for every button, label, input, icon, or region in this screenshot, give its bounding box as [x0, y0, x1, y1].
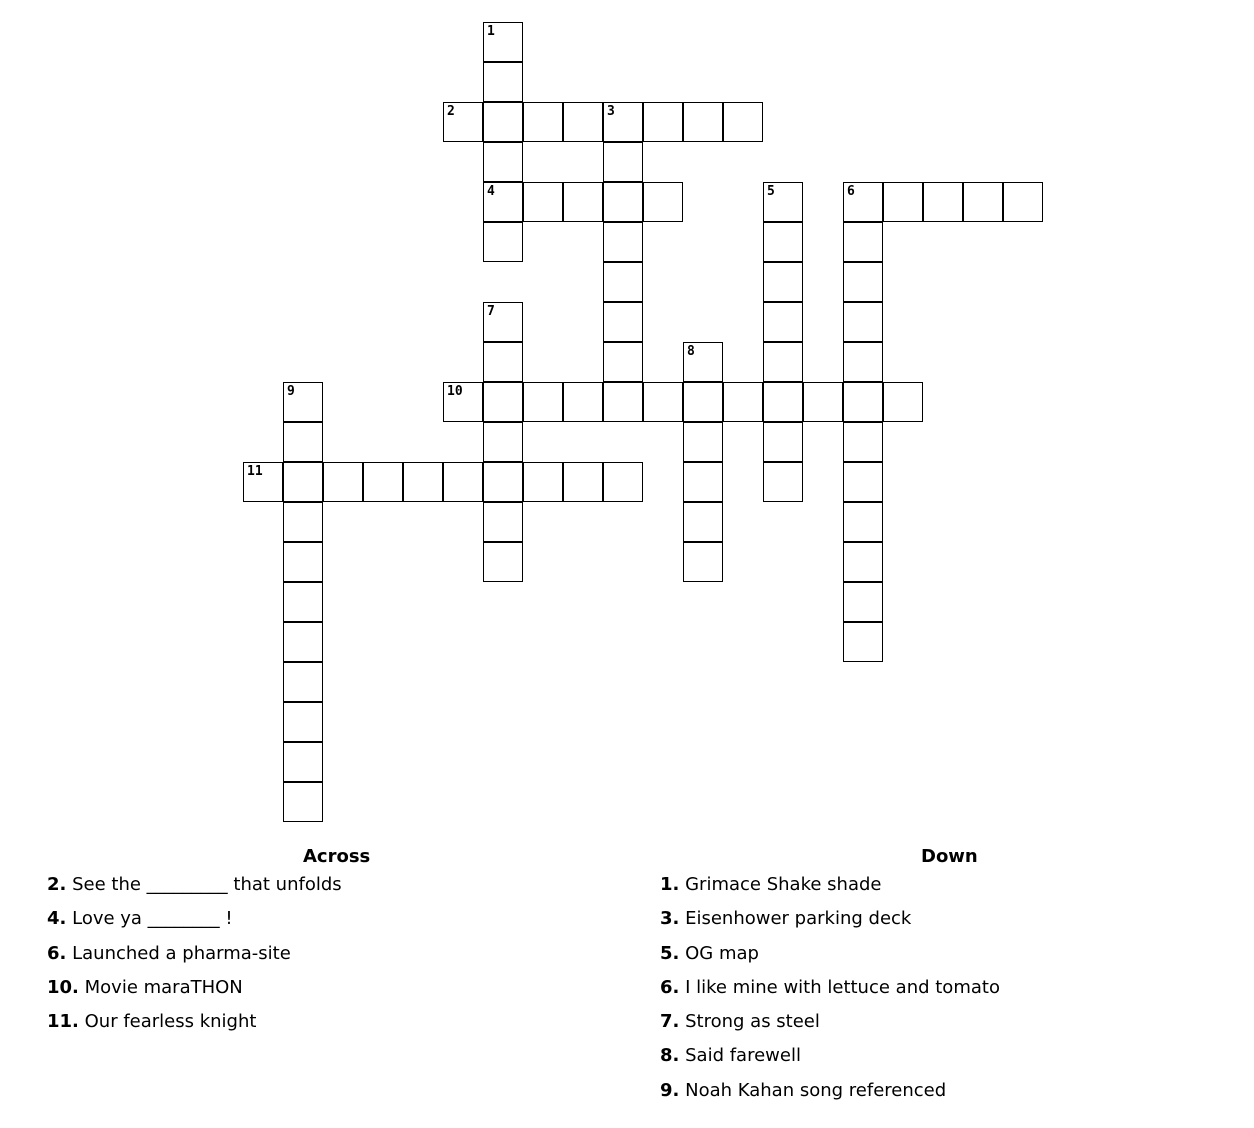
clue-number: 5.	[660, 942, 680, 964]
clue-text: Launched a pharma-site	[72, 942, 291, 964]
clue-number: 6.	[660, 976, 680, 998]
grid-cell[interactable]	[843, 182, 883, 222]
clue-number: 8.	[660, 1045, 680, 1067]
grid-cell[interactable]	[443, 102, 483, 142]
grid-cell[interactable]	[843, 622, 883, 662]
clue-number: 11.	[47, 1011, 79, 1033]
grid-cell[interactable]	[243, 462, 283, 502]
grid-cell[interactable]	[683, 542, 723, 582]
grid-cell[interactable]	[883, 382, 923, 422]
grid-cell[interactable]	[723, 102, 763, 142]
grid-cell[interactable]	[643, 102, 683, 142]
down-clue-3	[660, 908, 1254, 930]
down-clue-9	[660, 1080, 1254, 1102]
grid-cell[interactable]	[683, 342, 723, 382]
cell-number: 6	[847, 184, 855, 199]
grid-cell[interactable]	[603, 142, 643, 182]
grid-cell[interactable]	[283, 502, 323, 542]
grid-cell[interactable]	[483, 22, 523, 62]
clue-text: Grimace Shake shade	[685, 874, 882, 895]
grid-cell[interactable]	[483, 422, 523, 462]
grid-cell[interactable]	[283, 662, 323, 702]
grid-cell[interactable]	[603, 342, 643, 382]
grid-cell[interactable]	[683, 502, 723, 542]
clue-number: 1.	[660, 874, 680, 895]
clue-text: Eisenhower parking deck	[685, 908, 912, 930]
grid-cell[interactable]	[483, 382, 523, 422]
grid-cell[interactable]	[763, 382, 803, 422]
clue-text: Our fearless knight	[84, 1011, 257, 1033]
across-clues	[47, 846, 647, 1045]
grid-cell[interactable]	[283, 622, 323, 662]
clue-text: Movie maraTHON	[84, 976, 243, 998]
clue-text: Noah Kahan song referenced	[685, 1079, 947, 1101]
grid-cell[interactable]	[363, 462, 403, 502]
across-clue-10	[47, 977, 647, 999]
grid-cell[interactable]	[843, 422, 883, 462]
clue-number: 9.	[660, 1079, 680, 1101]
grid-cell[interactable]	[963, 182, 1003, 222]
grid-cell[interactable]	[443, 382, 483, 422]
grid-cell[interactable]	[683, 382, 723, 422]
grid-cell[interactable]	[443, 462, 483, 502]
grid-cell[interactable]	[603, 302, 643, 342]
grid-cell[interactable]	[843, 462, 883, 502]
grid-cell[interactable]	[523, 462, 563, 502]
grid-cell[interactable]	[483, 222, 523, 262]
grid-cell[interactable]	[563, 382, 603, 422]
grid-cell[interactable]	[323, 462, 363, 502]
grid-cell[interactable]	[283, 582, 323, 622]
across-clue-4	[47, 908, 647, 930]
grid-cell[interactable]	[283, 742, 323, 782]
grid-cell[interactable]	[483, 182, 523, 222]
cell-number: 4	[487, 184, 495, 199]
grid-cell[interactable]	[283, 462, 323, 502]
grid-cell[interactable]	[1003, 182, 1043, 222]
down-clue-8	[660, 1045, 1254, 1067]
down-clue-5	[660, 943, 1254, 965]
across-heading: Across	[303, 846, 371, 867]
grid-cell[interactable]	[843, 302, 883, 342]
grid-cell[interactable]	[763, 342, 803, 382]
down-clue-6	[660, 977, 1254, 999]
grid-cell[interactable]	[763, 422, 803, 462]
grid-cell[interactable]	[603, 382, 643, 422]
cell-number: 1	[487, 24, 495, 39]
grid-cell[interactable]	[843, 222, 883, 262]
grid-cell[interactable]	[403, 462, 443, 502]
grid-cell[interactable]	[483, 142, 523, 182]
clue-number: 6.	[47, 942, 67, 964]
grid-cell[interactable]	[283, 422, 323, 462]
clue-text: I like mine with lettuce and tomato	[685, 976, 1000, 998]
grid-cell[interactable]	[563, 462, 603, 502]
grid-cell[interactable]	[603, 462, 643, 502]
clue-number: 3.	[660, 908, 680, 930]
clue-number: 4.	[47, 908, 67, 930]
grid-cell[interactable]	[843, 582, 883, 622]
cell-number: 8	[687, 344, 695, 359]
grid-cell[interactable]	[843, 382, 883, 422]
clue-text: OG map	[685, 942, 759, 964]
grid-cell[interactable]	[643, 382, 683, 422]
grid-cell[interactable]	[483, 302, 523, 342]
grid-cell[interactable]	[283, 542, 323, 582]
grid-cell[interactable]	[283, 702, 323, 742]
grid-cell[interactable]	[603, 262, 643, 302]
grid-cell[interactable]	[843, 542, 883, 582]
grid-cell[interactable]	[603, 182, 643, 222]
across-clue-2	[47, 874, 647, 896]
grid-cell[interactable]	[763, 262, 803, 302]
cell-number: 2	[447, 104, 455, 119]
down-clue-1	[660, 874, 1254, 896]
down-clues	[660, 846, 1254, 1114]
grid-cell[interactable]	[803, 382, 843, 422]
cell-number: 11	[247, 464, 263, 479]
cell-number: 10	[447, 384, 463, 399]
clue-number: 7.	[660, 1011, 680, 1033]
clue-text: Love ya ________ !	[72, 908, 233, 930]
grid-cell[interactable]	[523, 382, 563, 422]
clue-text: See the _________ that unfolds	[72, 874, 342, 895]
grid-cell[interactable]	[523, 182, 563, 222]
grid-cell[interactable]	[283, 382, 323, 422]
cell-number: 5	[767, 184, 775, 199]
clue-number: 2.	[47, 874, 67, 895]
grid-cell[interactable]	[563, 182, 603, 222]
grid-cell[interactable]	[763, 182, 803, 222]
grid-cell[interactable]	[843, 262, 883, 302]
grid-cell[interactable]	[483, 102, 523, 142]
across-clue-6	[47, 943, 647, 965]
grid-cell[interactable]	[563, 102, 603, 142]
cell-number: 7	[487, 304, 495, 319]
down-heading: Down	[921, 846, 978, 867]
grid-cell[interactable]	[923, 182, 963, 222]
clue-text: Said farewell	[685, 1045, 801, 1067]
grid-cell[interactable]	[883, 182, 923, 222]
grid-cell[interactable]	[483, 462, 523, 502]
grid-cell[interactable]	[523, 102, 563, 142]
clue-text: Strong as steel	[685, 1011, 820, 1033]
grid-cell[interactable]	[763, 462, 803, 502]
cell-number: 9	[287, 384, 295, 399]
grid-cell[interactable]	[843, 502, 883, 542]
grid-cell[interactable]	[483, 62, 523, 102]
across-clue-11	[47, 1011, 647, 1033]
grid-cell[interactable]	[483, 542, 523, 582]
cell-number: 3	[607, 104, 615, 119]
clue-number: 10.	[47, 976, 79, 998]
grid-cell[interactable]	[483, 502, 523, 542]
grid-cell[interactable]	[683, 102, 723, 142]
grid-cell[interactable]	[603, 102, 643, 142]
grid-cell[interactable]	[763, 222, 803, 262]
grid-cell[interactable]	[643, 182, 683, 222]
grid-cell[interactable]	[283, 782, 323, 822]
grid-cell[interactable]	[603, 222, 643, 262]
grid-cell[interactable]	[683, 462, 723, 502]
grid-cell[interactable]	[843, 342, 883, 382]
grid-cell[interactable]	[723, 382, 763, 422]
grid-cell[interactable]	[683, 422, 723, 462]
grid-cell[interactable]	[483, 342, 523, 382]
down-clue-7	[660, 1011, 1254, 1033]
grid-cell[interactable]	[763, 302, 803, 342]
